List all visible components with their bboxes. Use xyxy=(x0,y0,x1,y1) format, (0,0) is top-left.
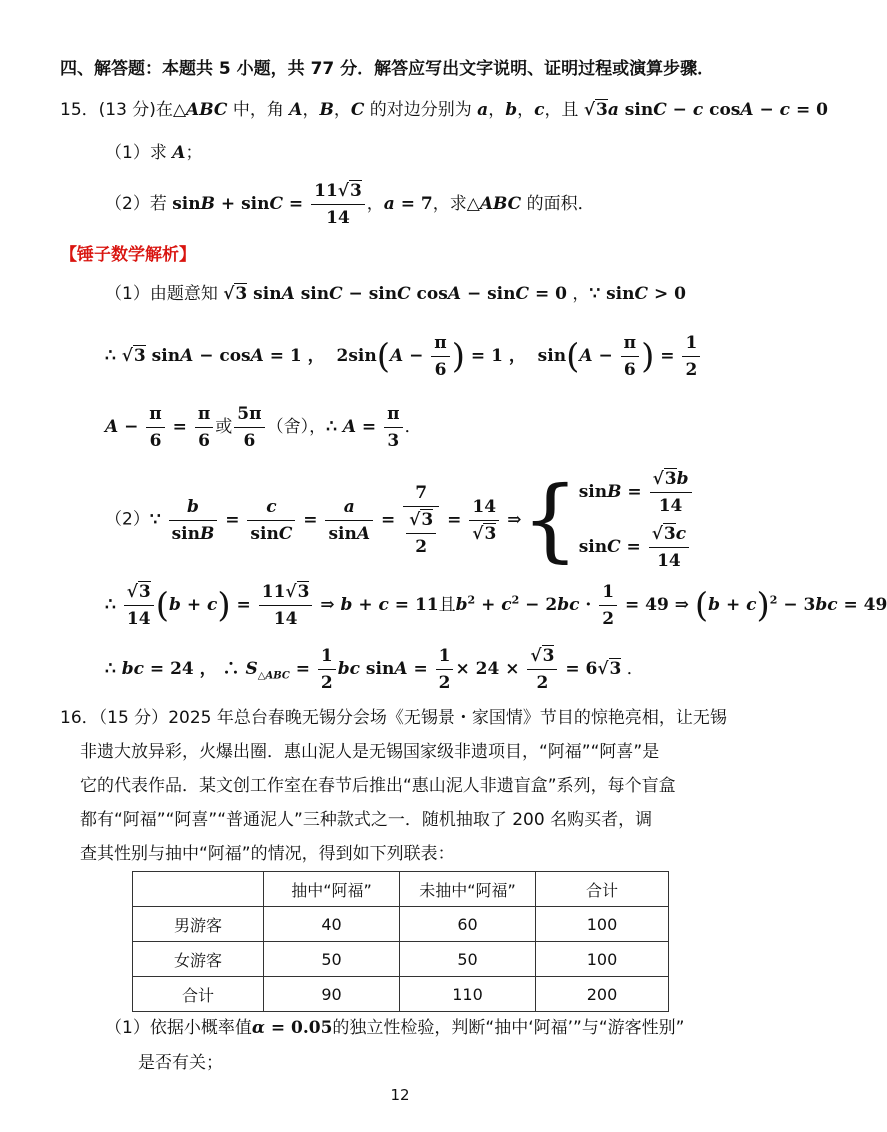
table-cell: 100 xyxy=(536,907,669,942)
problem-16-text xyxy=(60,701,750,871)
problem-15-part-2: （2）若 sinB + sinC = $\frac{11√3}{14}$ ，a = 7，求△ABC 的面积． xyxy=(105,181,595,229)
table-cell: 110 xyxy=(400,977,536,1012)
table-cell: 50 xyxy=(264,942,400,977)
problem-16-question-1: （1）依据小概率值α = 0.05的独立性检验，判断“抽中‘阿福’”与“游客性别” xyxy=(105,1018,685,1038)
solution-step-5: ∴ $\frac{√3}{14}$ (b + c) = $\frac{11√3}{14}$ ⇒ b + c = 11且$b^2 + c^2 - 2bc$ · $\frac{1}{2}$ = 49 ⇒ $(b + c)^2 - 3bc = 49$ xyxy=(105,582,887,630)
problem-16-line-3: 它的代表作品．某文创工作室在春节后推出“惠山泥人非遗盲盒”系列，每个盲盒 xyxy=(80,776,676,796)
problem-16-line-5: 查其性别与抽中“阿福”的情况，得到如下列联表： xyxy=(80,844,455,864)
problem-16-question-1-cont: 是否有关； xyxy=(138,1053,223,1073)
table-cell: 200 xyxy=(536,977,669,1012)
solution-step-2: ∴ √3 sinA − cosA = 1 ， 2sin(A − $\frac{\pi}{6}$ ) = 1 ， sin(A − $\frac{\pi}{6}$ ) = $\frac{1}{2}$ xyxy=(105,332,702,381)
problem-15-stem: 15．(13 分)在△ABC 中，角 A，B，C 的对边分别为 a，b，c，且 √3a sinC − c cosA − c = 0 xyxy=(60,100,828,120)
problem-16-line-1: 16．（15 分）2025 年总台春晚无锡分会场《无锡景・家国情》节目的惊艳亮相，让无锡 xyxy=(60,708,727,728)
solution-step-4: （2）∵ $\frac{b}{\sin B}$ = $\frac{c}{\sin C}$ = $\frac{a}{\sin A}$ = $\frac{7}{\frac{√3}{2}}$ = $\frac{14}{√3}$ ⇒{ sinB = $\frac{√3b}{14}$ sinC = $\frac{√3c}{14}$ xyxy=(105,462,694,578)
problem-15-part-1: （1）求 A； xyxy=(105,143,203,163)
table-header-cell: 未抽中“阿福” xyxy=(400,872,536,907)
table-cell: 100 xyxy=(536,942,669,977)
solution-step-6: ∴ bc = 24 ， ∴ $S_{\triangle ABC}$ = $\frac{1}{2}$ bc sinA = $\frac{1}{2}$ × 24 × $\frac{√3}{2}$ = 6√3 ． xyxy=(105,646,644,694)
table-row xyxy=(133,942,669,977)
solution-part-2-prefix: （2） xyxy=(105,509,150,530)
solution-or: 或 xyxy=(215,417,233,438)
problem-16-line-2: 非遗大放异彩，火爆出圈．惠山泥人是无锡国家级非遗项目，“阿福”“阿喜”是 xyxy=(80,742,660,762)
solution-step-1: （1）由题意知 √3 sinA sinC − sinC cosA − sinC = 0 ，∵ sinC > 0 xyxy=(105,284,686,304)
table-cell: 40 xyxy=(264,907,400,942)
table-cell: 90 xyxy=(264,977,400,1012)
page-number: 12 xyxy=(390,1086,410,1104)
problem-16-line-4: 都有“阿福”“阿喜”“普通泥人”三种款式之一．随机抽取了 200 名购买者，调 xyxy=(80,810,653,830)
table-row xyxy=(133,977,669,1012)
solution-label: 【锤子数学解析】 xyxy=(60,245,196,265)
solution-reject-note: （舍）， xyxy=(266,417,327,438)
table-row xyxy=(133,907,669,942)
table-header-cell xyxy=(133,872,264,907)
table-header-cell: 合计 xyxy=(536,872,669,907)
contingency-table xyxy=(132,871,669,1012)
table-cell: 合计 xyxy=(133,977,264,1012)
table-header-row xyxy=(133,872,669,907)
table-cell: 男游客 xyxy=(133,907,264,942)
table-cell: 女游客 xyxy=(133,942,264,977)
table-cell: 50 xyxy=(400,942,536,977)
problem-15-number: 15． xyxy=(60,100,99,120)
solution-step-3: A − $\frac{\pi}{6}$ = $\frac{\pi}{6}$ 或 $\frac{5\pi}{6}$ （舍），∴ A = $\frac{\pi}{3}$ ． xyxy=(105,404,422,452)
solution-and: 且 xyxy=(438,595,456,616)
section-header: 四、解答题：本题共 5 小题，共 77 分．解答应写出文字说明、证明过程或演算步骤． xyxy=(60,59,715,79)
table-header-cell: 抽中“阿福” xyxy=(264,872,400,907)
problem-15-score: (13 分) xyxy=(98,100,156,120)
table-cell: 60 xyxy=(400,907,536,942)
